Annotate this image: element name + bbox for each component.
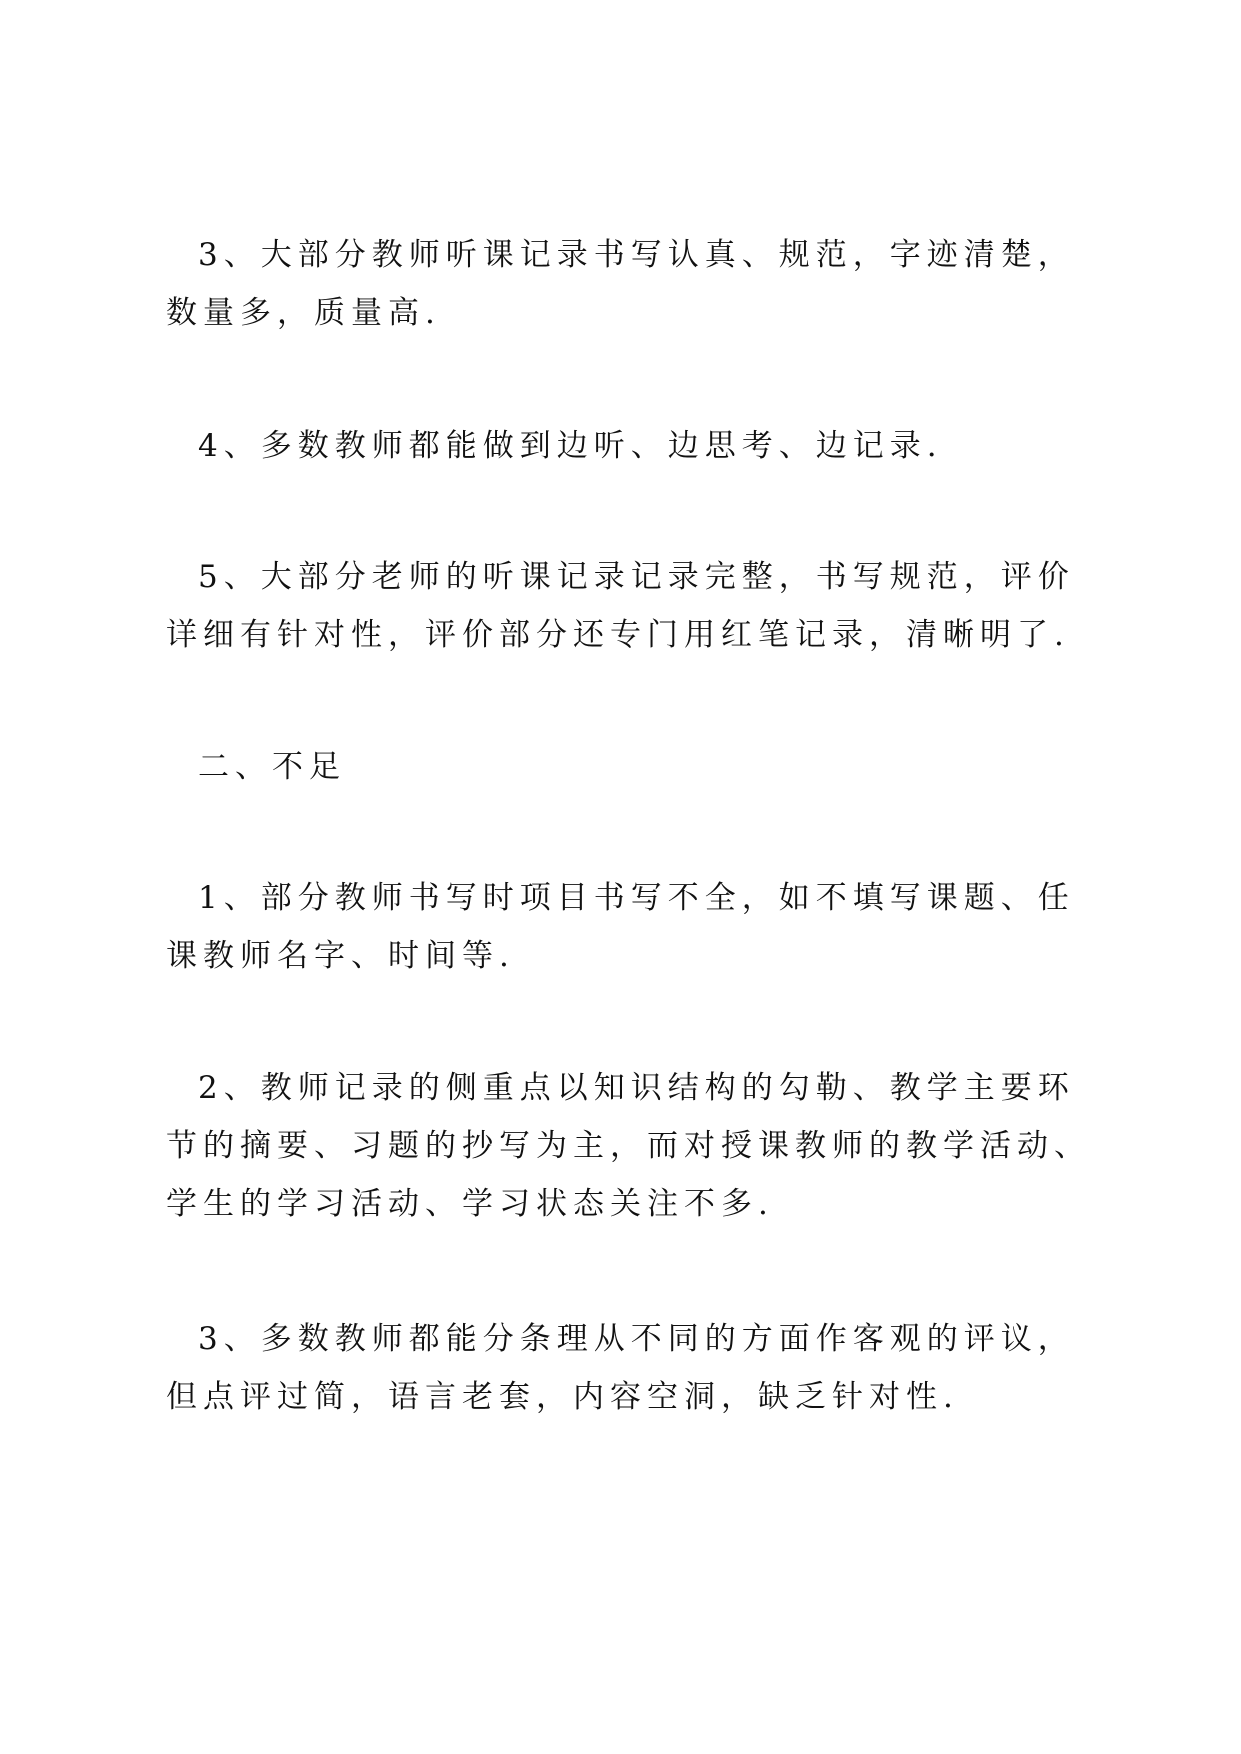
paragraph-shortcoming-3: 3、多数教师都能分条理从不同的方面作客观的评议，但点评过简，语言老套，内容空洞，缺乏针对性. [166,1321,1075,1415]
paragraph-shortcoming-2: 2、教师记录的侧重点以知识结构的勾勒、教学主要环节的摘要、习题的抄写为主，而对授课教师的教学活动、学生的学习活动、学习状态关注不多. [166,1070,1091,1222]
section-heading-shortcomings: 二、不足 [198,749,346,785]
paragraph-strength-3: 3、大部分教师听课记录书写认真、规范，字迹清楚，数量多，质量高. [166,237,1075,331]
paragraph-shortcoming-1: 1、部分教师书写时项目书写不全，如不填写课题、任课教师名字、时间等. [166,880,1075,974]
paragraph-strength-5: 5、大部分老师的听课记录记录完整，书写规范，评价详细有针对性，评价部分还专门用红笔记录，清晰明了. [166,559,1075,653]
paragraph-strength-4: 4、多数教师都能做到边听、边思考、边记录. [198,428,943,464]
